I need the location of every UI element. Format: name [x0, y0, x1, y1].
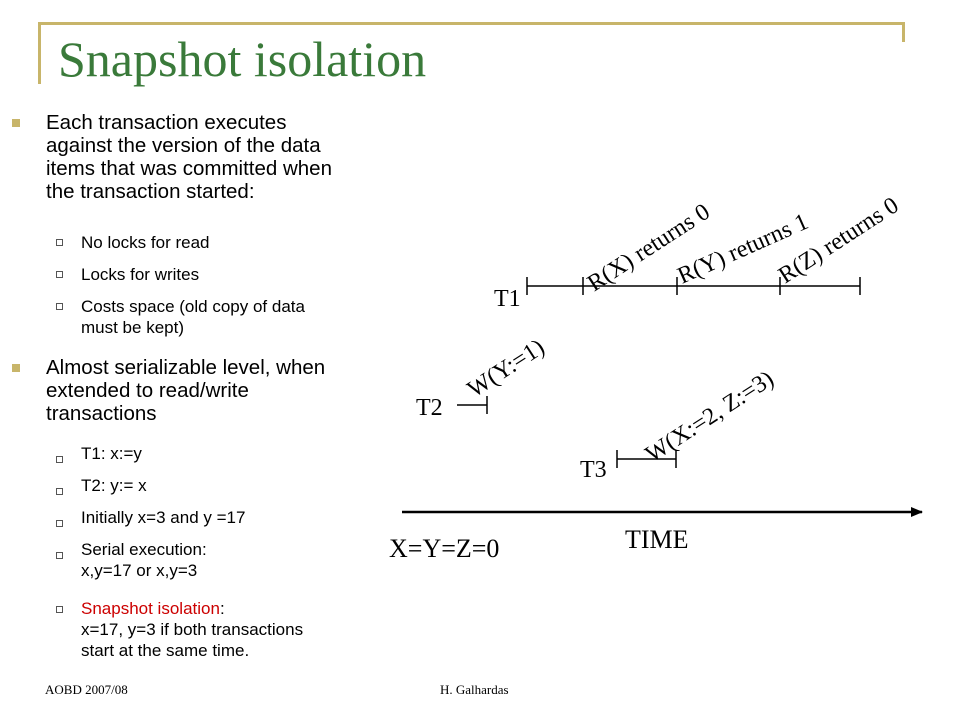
op-read-z: R(Z) returns 0: [774, 192, 904, 290]
slide-title: Snapshot isolation: [58, 31, 427, 87]
initial-state-label: X=Y=Z=0: [389, 534, 500, 563]
sub-bullet-text: T1: x:=y: [81, 444, 142, 463]
t3-label: T3: [580, 457, 607, 483]
op-write-xz: W(X:=2, Z:=3): [641, 366, 779, 469]
time-label: TIME: [625, 525, 689, 554]
bullet-text: against the version of the data: [46, 134, 321, 157]
footer-course: AOBD 2007/08: [45, 682, 128, 697]
sub-bullet-text: x,y=17 or x,y=3: [81, 561, 198, 580]
snapshot-isolation-highlight: Snapshot isolation: [81, 599, 220, 618]
sub-bullet-text-rest: :: [219, 599, 225, 618]
sub-bullet-text: Serial execution:: [81, 540, 207, 559]
op-write-y: W(Y:=1): [463, 334, 550, 404]
sub-bullet-text: T2: y:= x: [81, 476, 147, 495]
bullet-text: transactions: [46, 402, 157, 425]
sub-bullet-text: No locks for read: [81, 233, 210, 252]
op-read-y: R(Y) returns 1: [673, 208, 813, 290]
sub-bullet-text: Locks for writes: [81, 265, 200, 284]
bullet-text: Each transaction executes: [46, 111, 287, 134]
sub-bullet-text: must be kept): [81, 318, 184, 337]
t1-label: T1: [494, 286, 521, 312]
bullet-text: the transaction started:: [46, 180, 255, 203]
op-read-x: R(X) returns 0: [583, 198, 715, 298]
sub-bullet-text: Costs space (old copy of data: [81, 297, 305, 316]
footer-author: H. Galhardas: [440, 682, 509, 697]
bullet-text: items that was committed when: [46, 157, 332, 180]
bullet-text: Almost serializable level, when: [46, 356, 326, 379]
sub-bullet-text: Initially x=3 and y =17: [81, 508, 246, 527]
bullet-text: extended to read/write: [46, 379, 249, 402]
t2-label: T2: [416, 395, 443, 421]
sub-bullet-text: start at the same time.: [81, 641, 250, 660]
sub-bullet-text: x=17, y=3 if both transactions: [81, 620, 304, 639]
